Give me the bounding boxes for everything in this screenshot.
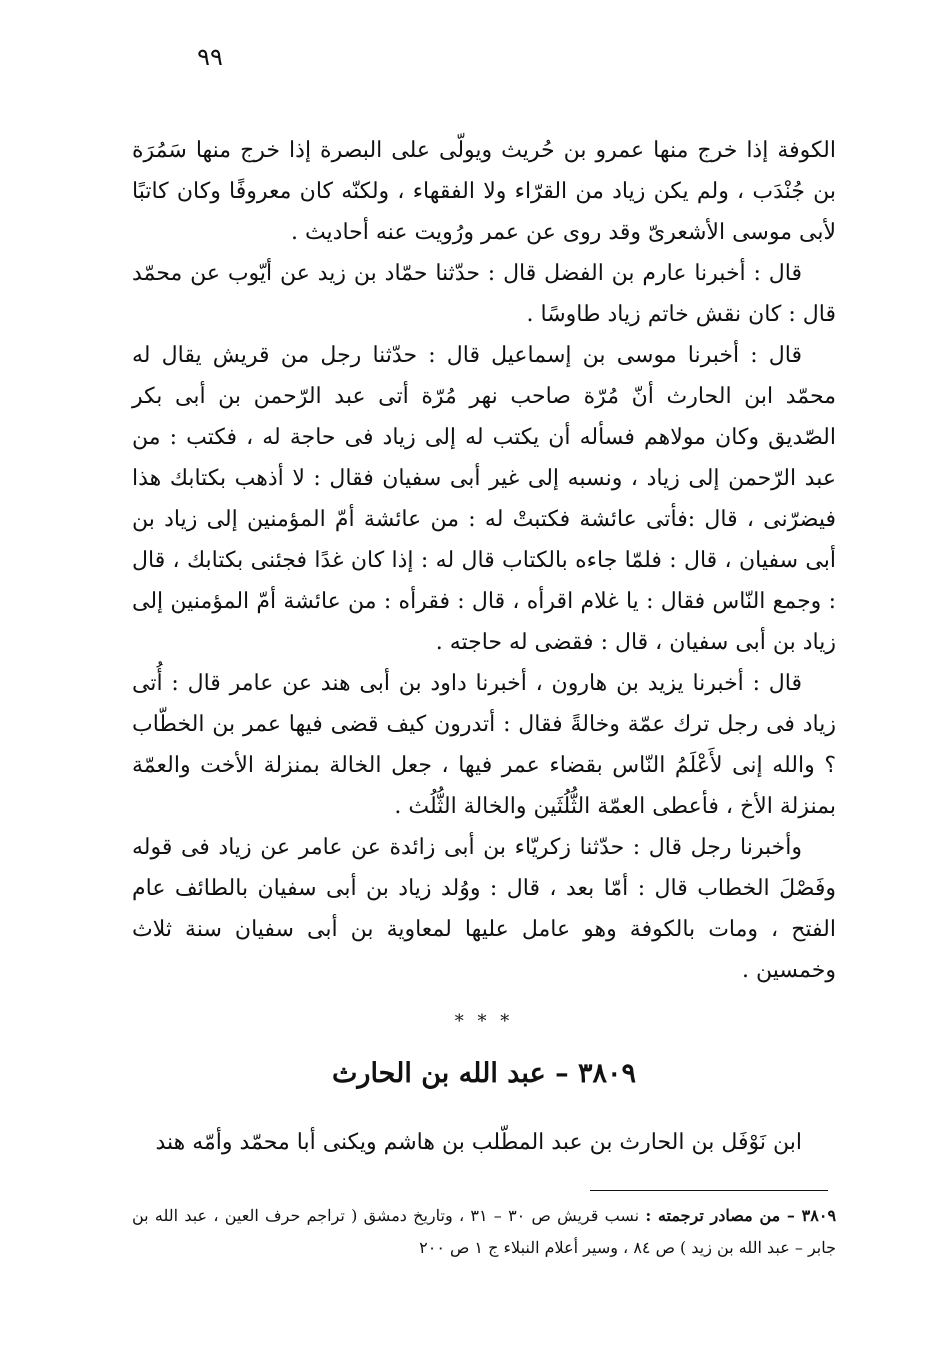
section-break-asterisks: * * *	[454, 1011, 514, 1032]
page-number: ٩٩	[197, 43, 223, 71]
footnote-text: نسب قريش ص ٣٠ – ٣١ ، وتاريخ دمشق ( تراجم حرف العين ، عبد الله بن جابر – عبد الله بن زيد ) ص ٨٤ ، وسير أعلام النبلاء ج ١ ص ٢٠٠	[132, 1206, 836, 1257]
paragraph-4: قال : أخبرنا يزيد بن هارون ، أخبرنا داود بن أبى هند عن عامر قال : أُتى زياد فى رجل ترك عمّة وخالةً فقال : أتدرون كيف قضى فيها عمر بن الخطّاب ؟ والله إنى لأَعْلَمُ النّاس بقضاء عمر فيها ، جعل الخالة بمنزلة الأخت والعمّة بمنزلة الأخ ، فأعطى العمّة الثُّلُثَين والخالة الثُّلُث .	[132, 671, 836, 819]
footnote-number: ٣٨٠٩	[801, 1206, 837, 1225]
paragraph-1: الكوفة إذا خرج منها عمرو بن حُريث ويولّى على البصرة إذا خرج منها سَمُرَة بن جُنْدَب ، ولم يكن زياد من القرّاء ولا الفقهاء ، ولكنّه كان معروفًا وكان كاتبًا لأبى موسى الأشعرىّ وقد روى عن عمر ورُويت عنه أحاديث .	[132, 138, 836, 245]
footnote-divider	[590, 1190, 828, 1191]
paragraph-5: وأخبرنا رجل قال : حدّثنا زكريّاء بن أبى زائدة عن عامر عن زياد فى قوله وفَصْلَ الخطاب قال : أمّا بعد ، قال : ووُلد زياد بن أبى سفيان بالطائف عام الفتح ، ومات بالكوفة وهو عامل عليها لمعاوية بن أبى سفيان سنة ثلاث وخمسين .	[132, 835, 836, 983]
entry-heading: ٣٨٠٩ – عبد الله بن الحارث	[332, 1058, 636, 1089]
paragraph-2: قال : أخبرنا عارم بن الفضل قال : حدّثنا حمّاد بن زيد عن أيّوب عن محمّد قال : كان نقش خاتم زياد طاوسًا .	[132, 261, 836, 327]
main-text	[132, 130, 836, 991]
paragraph-3: قال : أخبرنا موسى بن إسماعيل قال : حدّثنا رجل من قريش يقال له محمّد ابن الحارث أنّ مُرّة صاحب نهر مُرّة أتى عبد الرّحمن بن أبى بكر الصّديق وكان مولاهم فسأله أن يكتب له إلى زياد فى حاجة له ، فكتب : من عبد الرّحمن إلى زياد ، ونسبه إلى غير أبى سفيان فقال : لا أذهب بكتابك هذا فيضرّنى ، قال :فأتى عائشة فكتبتْ له : من عائشة أمّ المؤمنين إلى زياد بن أبى سفيان ، قال : فلمّا جاءه بالكتاب قال له : إذا كان غدًا فجئنى بكتابك ، قال : وجمع النّاس فقال : يا غلام اقرأه ، قال : فقرأه : من عائشة أمّ المؤمنين إلى زياد بن أبى سفيان ، قال : فقضى له حاجته .	[132, 343, 836, 655]
footnote-label: – من مصادر ترجمته :	[645, 1206, 802, 1225]
footnote	[132, 1200, 836, 1264]
entry-first-line: ابن نَوْفَل بن الحارث بن عبد المطّلب بن هاشم ويكنى أبا محمّد وأمّه هند	[155, 1130, 802, 1155]
